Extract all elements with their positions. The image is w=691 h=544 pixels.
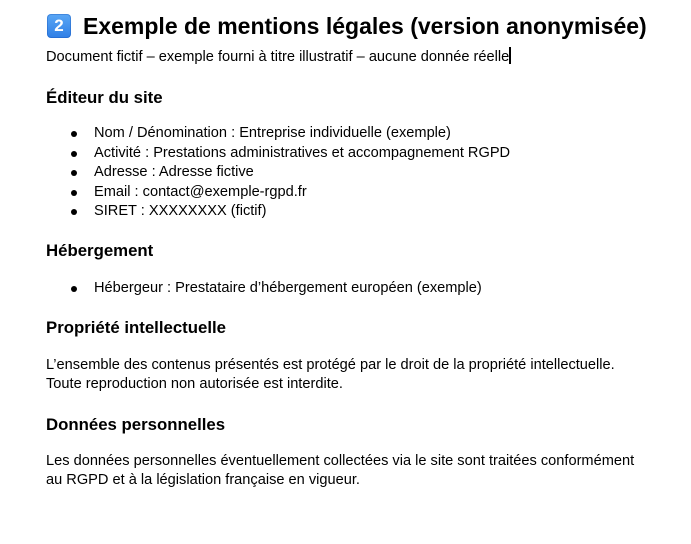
bullet-icon xyxy=(71,151,77,157)
list-item xyxy=(46,124,510,144)
bullet-icon xyxy=(71,190,77,196)
text-cursor xyxy=(509,47,511,64)
list-item xyxy=(46,183,510,203)
list-item xyxy=(46,163,510,183)
hebergement-list xyxy=(46,279,482,299)
document-title xyxy=(46,10,647,42)
keycap-two-icon: 2 xyxy=(47,14,71,38)
list-item-text: Activité : Prestations administratives et accompagnement RGPD xyxy=(94,144,511,161)
bullet-icon xyxy=(71,286,77,292)
bullet-icon xyxy=(71,209,77,215)
bullet-icon xyxy=(71,170,77,176)
paragraph-line: L’ensemble des contenus présentés est protégé par le droit de la propriété intellectuelle. xyxy=(46,357,615,373)
bullet-icon xyxy=(71,131,77,137)
editeur-list xyxy=(46,124,510,222)
document-subtitle xyxy=(46,47,511,66)
list-item xyxy=(46,279,482,299)
list-item xyxy=(46,144,510,164)
heading-hebergement: Hébergement xyxy=(46,241,154,260)
heading-editeur: Éditeur du site xyxy=(46,88,163,107)
list-item xyxy=(46,202,510,222)
paragraph-line: Les données personnelles éventuellement collectées via le site sont traitées conformément xyxy=(46,453,635,469)
list-item-text: SIRET : XXXXXXXX (fictif) xyxy=(94,203,267,220)
subtitle-text: Document fictif – exemple fourni à titre illustratif – aucune donnée réelle xyxy=(46,49,510,65)
list-item-text: Hébergeur : Prestataire d’hébergement européen (exemple) xyxy=(94,280,482,296)
heading-propriete-intellectuelle: Propriété intellectuelle xyxy=(46,318,226,337)
list-item-text: Nom / Dénomination : Entreprise individuelle (exemple) xyxy=(94,125,451,141)
list-item-text: Email : contact@exemple-rgpd.fr xyxy=(94,183,307,200)
document-title-text: Exemple de mentions légales (version anonymisée) xyxy=(83,13,647,39)
propriete-paragraph xyxy=(46,356,615,394)
paragraph-line: Toute reproduction non autorisée est interdite. xyxy=(46,376,343,392)
paragraph-line: au RGPD et à la législation française en vigueur. xyxy=(46,472,360,488)
donnees-paragraph xyxy=(46,452,634,490)
list-item-text: Adresse : Adresse fictive xyxy=(94,164,254,181)
heading-donnees-personnelles: Données personnelles xyxy=(46,415,226,434)
